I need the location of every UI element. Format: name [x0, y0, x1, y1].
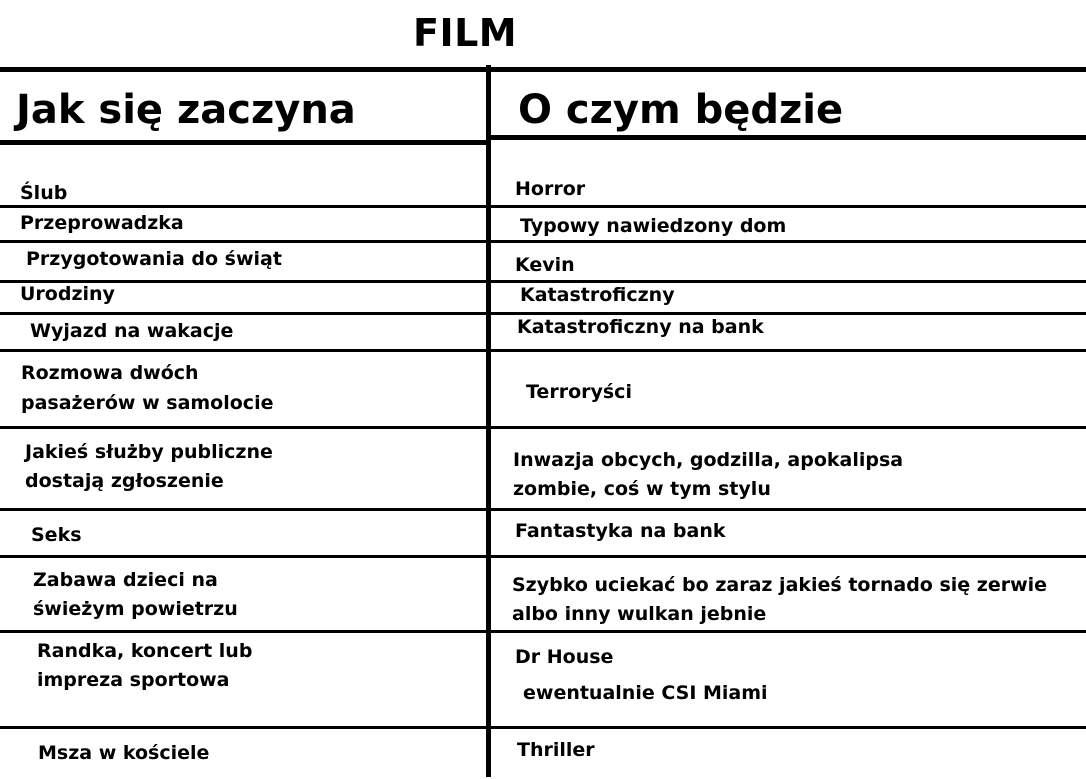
- right-item: Kevin: [515, 254, 575, 276]
- left-item: Msza w kościele: [38, 742, 210, 764]
- left-item: Rozmowa dwóch: [21, 362, 199, 384]
- left-item: Przygotowania do świąt: [26, 248, 282, 270]
- right-item: Terroryści: [526, 381, 632, 403]
- header-divider-left: [0, 140, 488, 145]
- left-item: Zabawa dzieci na: [33, 569, 218, 591]
- row-divider: [0, 630, 1086, 633]
- row-divider: [0, 426, 1086, 429]
- left-item: Jakieś służby publiczne: [25, 441, 273, 463]
- right-item: Horror: [515, 178, 586, 200]
- left-item: Ślub: [20, 182, 68, 204]
- left-item: Wyjazd na wakacje: [30, 320, 234, 342]
- right-item: Szybko uciekać bo zaraz jakieś tornado się zerwie: [512, 574, 1048, 596]
- left-item: pasażerów w samolocie: [21, 392, 274, 414]
- right-item: Typowy nawiedzony dom: [520, 215, 787, 237]
- top-divider: [0, 67, 1086, 72]
- left-item: dostają zgłoszenie: [25, 470, 224, 492]
- row-divider: [0, 726, 1086, 729]
- row-divider: [0, 349, 1086, 352]
- left-item: świeżym powietrzu: [33, 598, 238, 620]
- right-item: Dr House: [515, 646, 614, 668]
- right-item: zombie, coś w tym stylu: [513, 478, 771, 500]
- left-item: Urodziny: [20, 283, 115, 305]
- right-item: Thriller: [517, 739, 595, 761]
- right-item: Fantastyka na bank: [515, 520, 726, 542]
- right-column-header: O czym będzie: [518, 87, 844, 133]
- right-item: Katastroficzny: [520, 284, 675, 306]
- right-item: Inwazja obcych, godzilla, apokalipsa: [513, 449, 904, 471]
- left-item: Randka, koncert lub: [37, 640, 253, 662]
- left-column-header: Jak się zaczyna: [16, 87, 356, 133]
- page-title: FILM: [413, 11, 518, 55]
- left-item: Seks: [31, 524, 82, 546]
- right-item: ewentualnie CSI Miami: [523, 682, 768, 704]
- right-item: Katastroficzny na bank: [517, 316, 764, 338]
- left-item: Przeprowadzka: [20, 212, 184, 234]
- left-item: impreza sportowa: [37, 669, 230, 691]
- row-divider: [0, 508, 1086, 511]
- column-divider: [486, 65, 491, 777]
- row-divider: [0, 555, 1086, 558]
- right-item: albo inny wulkan jebnie: [512, 603, 767, 625]
